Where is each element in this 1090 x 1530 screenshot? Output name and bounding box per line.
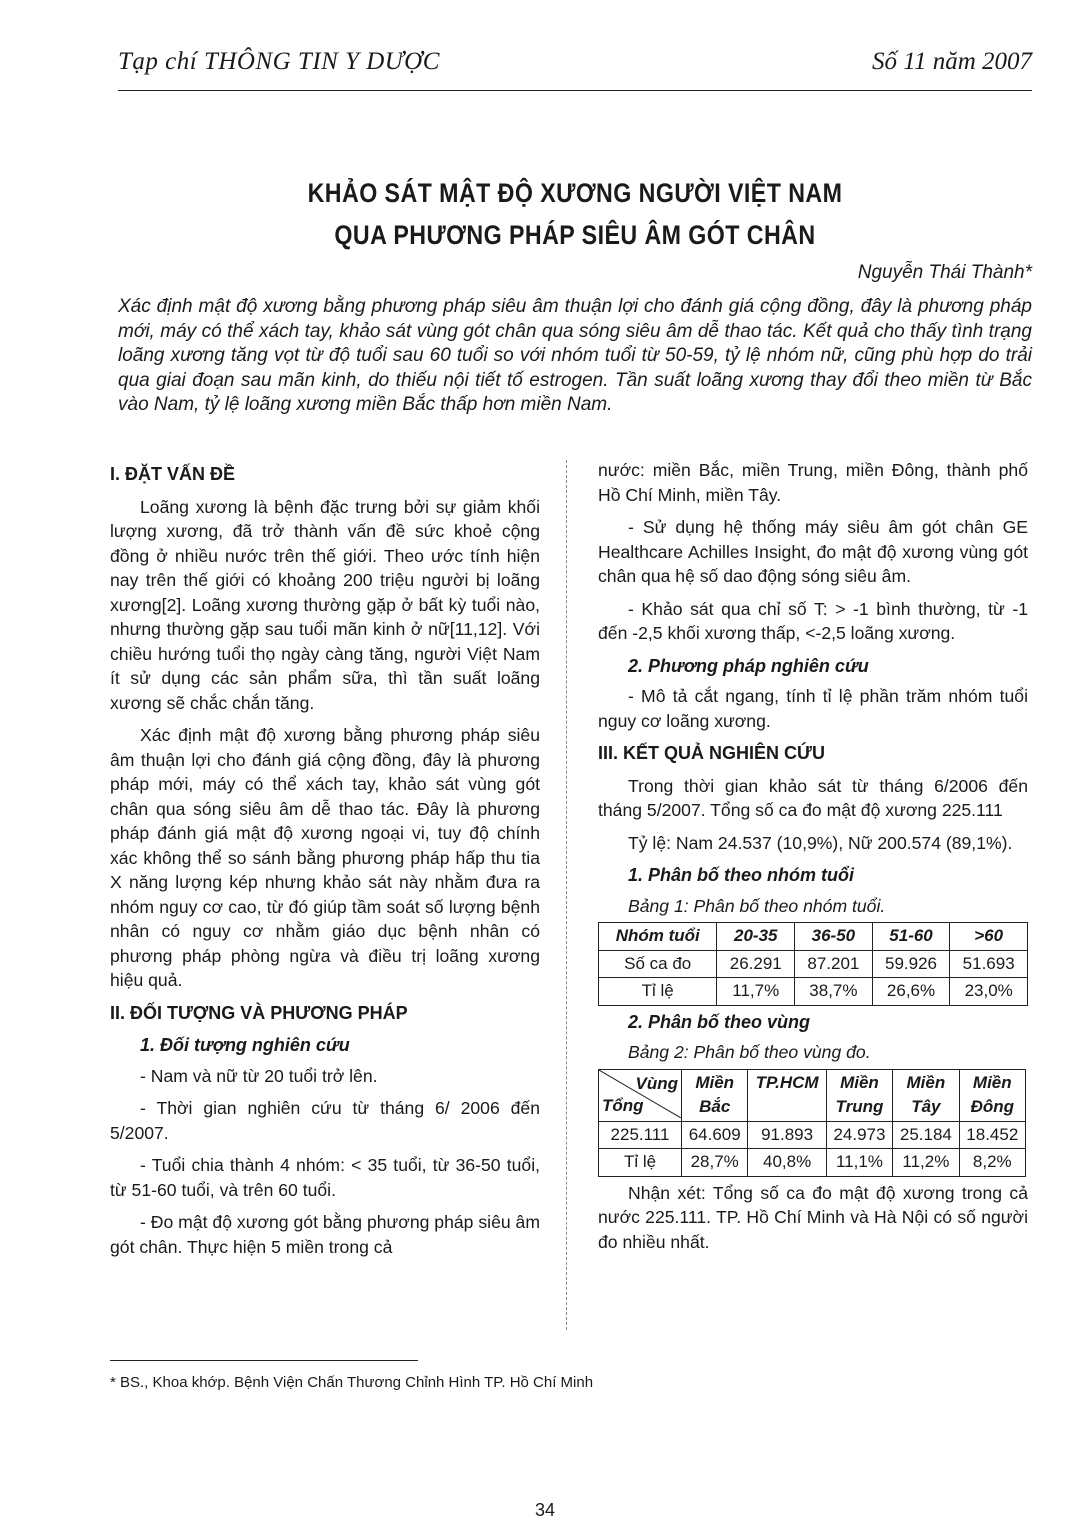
table-cell: Số ca đo: [599, 950, 717, 978]
paragraph: Xác định mật độ xương bằng phương pháp siêu âm thuận lợi cho đánh giá cộng đồng, đây là phương pháp mới, máy có thể xách tay, khảo sát vùng gót chân qua sóng siêu âm dễ thao tác. Đây là phương pháp đánh giá mật độ xương ngoại vi, tuy độ chính xác không thể so sánh bằng phương pháp hấp thu tia X năng lượng kép nhưng khảo sát này nhằm đưa ra nhóm nguy cơ cao, từ đó giúp tầm soát số lượng bệnh nhân có nguy cơ nhằm giáo dục bệnh nhân có phương pháp phòng ngừa và điều trị loãng xương hiệu quả.: [110, 725, 540, 990]
paragraph: Trong thời gian khảo sát từ tháng 6/2006 đến tháng 5/2007. Tổng số ca đo mật độ xương 225.111: [598, 775, 1028, 820]
table-header-cell: >60: [950, 923, 1028, 951]
list-item: - Đo mật độ xương gót bằng phương pháp siêu âm gót chân. Thực hiện 5 miền trong cả: [110, 1212, 540, 1257]
table-cell: 28,7%: [682, 1149, 748, 1177]
paragraph: Loãng xương là bệnh đặc trưng bởi sự giảm khối lượng xương, đã trở thành vấn đề sức khoẻ cộng đồng ở nhiều nước trên thế giới. Theo ước tính hiện nay trên thế giới có khoảng 200 triệu người bị loãng xương[2]. Loãng xương thường gặp ở bất kỳ tuổi nào, nhưng thường gặp sau tuổi mãn kinh ở nữ[11,12]. Với chiều hướng tuổi thọ ngày càng tăng, người Việt Nam ít sử dụng các sản phẩm sữa, thì tần suất loãng xương sẽ chắc chắn tăng.: [110, 496, 540, 713]
table-cell: 23,0%: [950, 978, 1028, 1006]
table-cell: 40,8%: [748, 1149, 826, 1177]
table-caption: Bảng 2: Phân bố theo vùng đo.: [628, 1042, 871, 1062]
table-header-cell: [682, 1069, 748, 1121]
table-cell: 64.609: [682, 1121, 748, 1149]
corner-label-region: Vùng: [635, 1073, 678, 1093]
paragraph: - Sử dụng hệ thống máy siêu âm gót chân GE Healthcare Achilles Insight, đo mật độ xương vùng gót chân qua hệ số dao động sóng siêu âm.: [598, 517, 1028, 586]
table-cell: 38,7%: [795, 978, 873, 1006]
table-header-cell: 36-50: [795, 923, 873, 951]
issue-number: Số 11 năm 2007: [872, 48, 1032, 75]
author: Nguyễn Thái Thành*: [857, 262, 1032, 283]
table-cell: 51.693: [950, 950, 1028, 978]
journal-name: Tạp chí THÔNG TIN Y DƯỢC: [118, 48, 440, 75]
table-row: [599, 978, 1028, 1006]
table-cell: 225.111: [599, 1121, 682, 1149]
paragraph: Tỷ lệ: Nam 24.537 (10,9%), Nữ 200.574 (89,1%).: [628, 832, 1013, 853]
table-cell: 25.184: [893, 1121, 959, 1149]
section-heading-introduction: I. ĐẶT VẤN ĐỀ: [110, 464, 236, 484]
table-cell: 18.452: [959, 1121, 1025, 1149]
header-line: Bắc: [699, 1097, 731, 1116]
corner-label-total: Tổng: [602, 1096, 644, 1115]
table-header-cell: Nhóm tuổi: [599, 923, 717, 951]
table-header-cell: [826, 1069, 892, 1121]
table-cell: 59.926: [872, 950, 950, 978]
right-column: [598, 458, 1028, 1262]
page-number: 34: [534, 1500, 556, 1520]
header-line: Miền: [906, 1072, 946, 1092]
table-region-distribution: [598, 1069, 1026, 1177]
table-corner-cell: [599, 1069, 682, 1121]
table-caption: Bảng 1: Phân bố theo nhóm tuổi.: [628, 895, 886, 916]
table-cell: 87.201: [795, 950, 873, 978]
section-heading-results: III. KẾT QUẢ NGHIÊN CỨU: [598, 743, 825, 763]
header-line: Tây: [911, 1097, 941, 1116]
header-line: Miền: [972, 1072, 1012, 1092]
table-row: [599, 1121, 1026, 1149]
table-header-cell: [893, 1069, 959, 1121]
table-header-row: [599, 1069, 1026, 1121]
header-line: [752, 1095, 821, 1120]
table-cell: 26,6%: [872, 978, 950, 1006]
table-age-distribution: [598, 922, 1028, 1006]
table-cell: 24.973: [826, 1121, 892, 1149]
table-header-cell: [748, 1069, 826, 1121]
header-line: Đông: [970, 1097, 1014, 1116]
table-cell: Tỉ lệ: [599, 978, 717, 1006]
table-cell: Tỉ lệ: [599, 1149, 682, 1177]
header-line: Miền: [840, 1072, 879, 1092]
article-title: [182, 172, 968, 256]
left-column: [110, 458, 540, 1267]
table-header-row: [599, 923, 1028, 951]
subsection-heading-subjects: 1. Đối tượng nghiên cứu: [140, 1035, 350, 1055]
paragraph: - Mô tả cắt ngang, tính tỉ lệ phần trăm nhóm tuổi nguy cơ loãng xương.: [598, 686, 1028, 731]
table-header-cell: 20-35: [717, 923, 795, 951]
list-item: - Thời gian nghiên cứu từ tháng 6/ 2006 đến 5/2007.: [110, 1098, 540, 1143]
table-header-cell: 51-60: [872, 923, 950, 951]
subsection-heading-age: 1. Phân bố theo nhóm tuổi: [628, 865, 854, 885]
title-line-2: QUA PHƯƠNG PHÁP SIÊU ÂM GÓT CHÂN: [334, 220, 816, 250]
title-line-1: KHẢO SÁT MẬT ĐỘ XƯƠNG NGƯỜI VIỆT NAM: [307, 178, 843, 208]
section-heading-methods: II. ĐỐI TƯỢNG VÀ PHƯƠNG PHÁP: [110, 1002, 408, 1023]
running-header: [118, 48, 1032, 88]
list-item: - Tuổi chia thành 4 nhóm: < 35 tuổi, từ 36-50 tuổi, từ 51-60 tuổi, và trên 60 tuổi.: [110, 1155, 540, 1200]
abstract: Xác định mật độ xương bằng phương pháp siêu âm thuận lợi cho đánh giá cộng đồng, đây là phương pháp mới, máy có thể xách tay, khảo sát vùng gót chân qua sóng siêu âm dễ thao tác. Kết quả cho thấy tình trạng loãng xương tăng vọt từ độ tuổi sau 60 tuổi so với nhóm tuổi từ 50-59, tỷ lệ nhóm nữ, cũng phù hợp do trải qua giai đoạn sau mãn kinh, do thiếu nội tiết tố estrogen. Tần suất loãng xương thay đổi theo miền từ Bắc vào Nam, tỷ lệ loãng xương miền Bắc thấp hơn miền Nam.: [118, 296, 1032, 415]
table-cell: 91.893: [748, 1121, 826, 1149]
table-cell: 11,2%: [893, 1149, 959, 1177]
table-cell: 11,7%: [717, 978, 795, 1006]
paragraph-comment: Nhận xét: Tổng số ca đo mật độ xương trong cả nước 225.111. TP. Hồ Chí Minh và Hà Nội có số người đo nhiều nhất.: [598, 1182, 1028, 1252]
list-item: - Nam và nữ từ 20 tuổi trở lên.: [140, 1065, 378, 1086]
paragraph: - Khảo sát qua chỉ số T: > -1 bình thường, từ -1 đến -2,5 khối xương thấp, <-2,5 loãng xương.: [598, 598, 1028, 643]
table-cell: 8,2%: [959, 1149, 1025, 1177]
table-row: [599, 1149, 1026, 1177]
table-row: [599, 950, 1028, 978]
subsection-heading-region: 2. Phân bố theo vùng: [628, 1011, 811, 1032]
footnote: * BS., Khoa khớp. Bệnh Viện Chấn Thương Chỉnh Hình TP. Hồ Chí Minh: [110, 1374, 594, 1391]
header-rule: [118, 90, 1032, 91]
table-cell: 26.291: [717, 950, 795, 978]
footnote-rule: [110, 1360, 418, 1361]
header-line: Miền: [695, 1072, 735, 1092]
table-cell: 11,1%: [826, 1149, 892, 1177]
column-divider: [566, 460, 567, 1330]
paragraph: nước: miền Bắc, miền Trung, miền Đông, thành phố Hồ Chí Minh, miền Tây.: [598, 460, 1028, 505]
subsection-heading-method: 2. Phương pháp nghiên cứu: [628, 655, 869, 676]
header-line: TP.HCM: [755, 1072, 819, 1092]
header-line: Trung: [835, 1097, 884, 1116]
table-header-cell: [959, 1069, 1025, 1121]
